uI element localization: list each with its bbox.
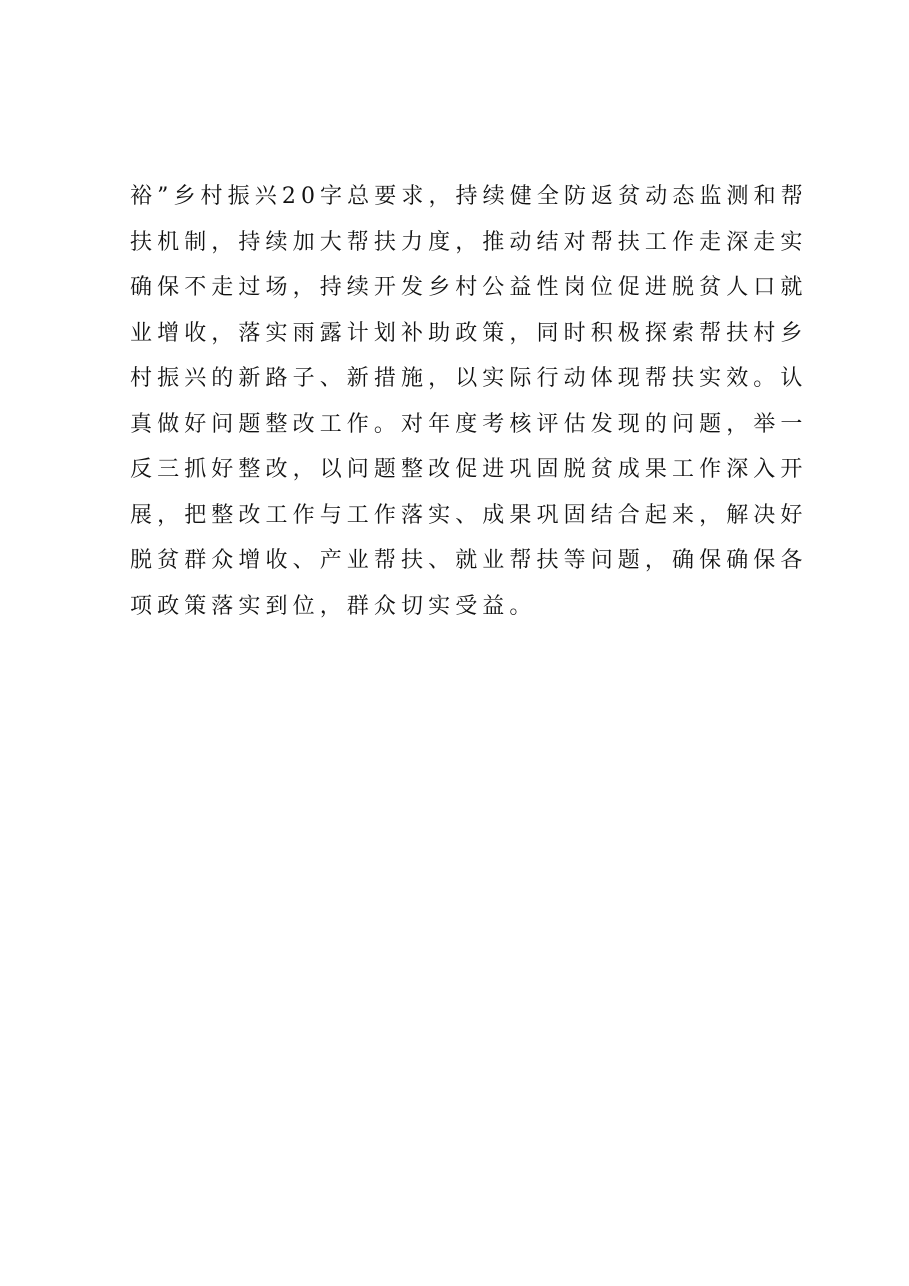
text-line: 展，把整改工作与工作落实、成果巩固结合起来，解决好 (130, 502, 808, 528)
text-line: 项政策落实到位，群众切实受益。 (130, 593, 537, 619)
text-line: 真做好问题整改工作。对年度考核评估发现的问题，举一 (130, 411, 808, 437)
text-line: 扶机制，持续加大帮扶力度，推动结对帮扶工作走深走实 (130, 229, 808, 255)
text-line: 反三抓好整改，以问题整改促进巩固脱贫成果工作深入开 (130, 457, 808, 482)
body-paragraph (130, 174, 820, 629)
text-line: 裕”乡村振兴20字总要求，持续健全防返贫动态监测和帮 (130, 184, 808, 209)
text-line: 确保不走过场，持续开发乡村公益性岗位促进脱贫人口就 (130, 275, 808, 300)
text-line: 村振兴的新路子、新措施，以实际行动体现帮扶实效。认 (130, 366, 808, 391)
text-line: 脱贫群众增收、产业帮扶、就业帮扶等问题，确保确保各 (130, 548, 808, 573)
text-line: 业增收，落实雨露计划补助政策，同时积极探索帮扶村乡 (130, 320, 808, 346)
